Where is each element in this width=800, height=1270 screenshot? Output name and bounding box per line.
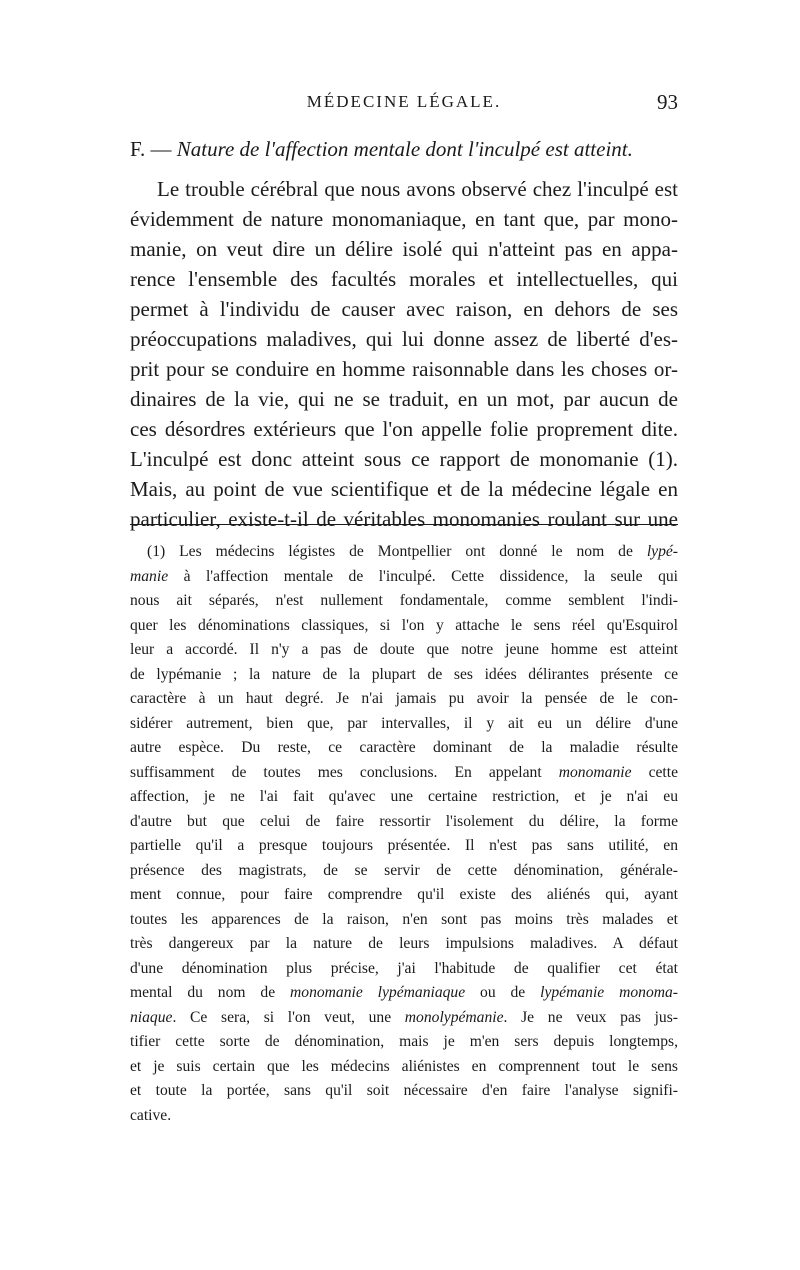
footnote-line: partielle qu'il a presque toujours présentée. Il n'est pas sans utilité, en [130, 837, 678, 854]
footnote-text: suffisamment de toutes mes conclusions. En appelant [130, 763, 559, 781]
footnote-italic: monomanie [558, 763, 632, 781]
paragraph-line: L'inculpé est donc atteint sous ce rapport de monomanie (1). [130, 447, 678, 471]
paragraph-line: ces désordres extérieurs que l'on appelle folie proprement dite. [130, 417, 678, 441]
footnote-text: (1) Les médecins légistes de Montpellier ont donné le nom de [147, 543, 647, 560]
footnote-line: d'autre but que celui de faire ressortir l'isolement du délire, la forme [130, 812, 678, 830]
paragraph-line: prit pour se conduire en homme raisonnable dans les choses or- [130, 357, 678, 381]
footnote-line [130, 1006, 678, 1031]
footnote-line [130, 565, 678, 590]
footnote-line: sidérer autrement, bien que, par intervalles, il y ait eu un délire d'une [130, 714, 678, 732]
paragraph-line: Mais, au point de vue scientifique et de la médecine légale en [130, 477, 678, 501]
paragraph-line: particulier, existe-t-il de véritables monomanies roulant sur une [130, 507, 678, 531]
footnote-line: et toute la portée, sans qu'il soit nécessaire d'en faire l'analyse signifi- [130, 1082, 678, 1099]
footnote-line: affection, je ne l'ai fait qu'avec une certaine restriction, et je n'ai eu [130, 788, 678, 805]
footnote-italic: manie [130, 567, 169, 585]
paragraph-line: Le trouble cérébral que nous avons observé chez l'inculpé est [157, 177, 678, 201]
footnote-line: très dangereux par la nature de leurs impulsions maladives. A défaut [130, 935, 678, 952]
footnote-divider [130, 524, 678, 525]
paragraph-line: préoccupations maladives, qui lui donne assez de liberté d'es- [130, 327, 678, 351]
running-head-title: MÉDECINE LÉGALE. [306, 92, 502, 111]
footnote-italic: niaque [130, 1008, 173, 1026]
footnote-line [130, 540, 678, 565]
paragraph-line: manie, on veut dire un délire isolé qui n'atteint pas en appa- [130, 237, 678, 261]
footnote-line [130, 761, 678, 786]
footnote-italic: lypémanie monoma- [540, 984, 678, 1001]
footnote-text: mental du nom de [130, 984, 291, 1001]
page-number: 93 [657, 90, 678, 114]
footnote [130, 540, 678, 1128]
footnote-italic: monolypémanie [404, 1008, 504, 1026]
footnote-text: ou de [465, 984, 541, 1001]
section-title: Nature de l'affection mentale dont l'inculpé est atteint. [176, 137, 633, 161]
footnote-text: à l'affection mentale de l'inculpé. Cette dissidence, la seule qui [168, 567, 678, 585]
footnote-line: présence des magistrats, de se servir de cette dénomination, générale- [130, 861, 678, 879]
footnote-line: toutes les apparences de la raison, n'en sont pas moins très malades et [130, 910, 678, 928]
footnote-line: autre espèce. Du reste, ce caractère dominant de la maladie résulte [130, 739, 678, 756]
footnote-line [130, 981, 678, 1006]
footnote-line: tifier cette sorte de dénomination, mais je m'en sers depuis longtemps, [130, 1033, 678, 1050]
footnote-line: de lypémanie ; la nature de la plupart de ses idées délirantes présente ce [130, 665, 678, 683]
paragraph-line: évidemment de nature monomaniaque, en tant que, par mono- [130, 207, 678, 231]
footnote-line: ment connue, pour faire comprendre qu'il existe des aliénés qui, ayant [130, 886, 678, 903]
footnote-line: nous ait séparés, n'est nullement fondamentale, comme semblent l'indi- [130, 592, 678, 609]
footnote-line: quer les dénominations classiques, si l'on y attache le sens réel qu'Esquirol [130, 616, 678, 634]
running-head [130, 92, 678, 116]
section-letter: F. — [130, 137, 172, 161]
footnote-text: cette [631, 763, 678, 781]
paragraph-line: dinaires de la vie, qui ne se traduit, en un mot, par aucun de [130, 387, 678, 411]
footnote-line: caractère à un haut degré. Je n'ai jamais pu avoir la pensée de le con- [130, 690, 678, 707]
footnote-text: . Ce sera, si l'on veut, une [172, 1008, 405, 1026]
footnote-italic: monomanie lypémaniaque [290, 984, 466, 1001]
body-paragraph [130, 174, 678, 534]
footnote-line: leur a accordé. Il n'y a pas de doute que notre jeune homme est atteint [130, 641, 678, 658]
footnote-line: et je suis certain que les médecins aliénistes en comprennent tout le sens [130, 1057, 678, 1075]
footnote-text: . Je ne veux pas jus- [503, 1008, 678, 1026]
paragraph-line: permet à l'individu de causer avec raison, en dehors de ses [130, 297, 678, 321]
footnote-line: cative. [130, 1106, 172, 1124]
paragraph-line: rence l'ensemble des facultés morales et intellectuelles, qui [130, 267, 678, 291]
footnote-line: d'une dénomination plus précise, j'ai l'habitude de qualifier cet état [130, 959, 678, 977]
section-heading [130, 137, 678, 162]
footnote-italic: lypé- [646, 543, 678, 560]
